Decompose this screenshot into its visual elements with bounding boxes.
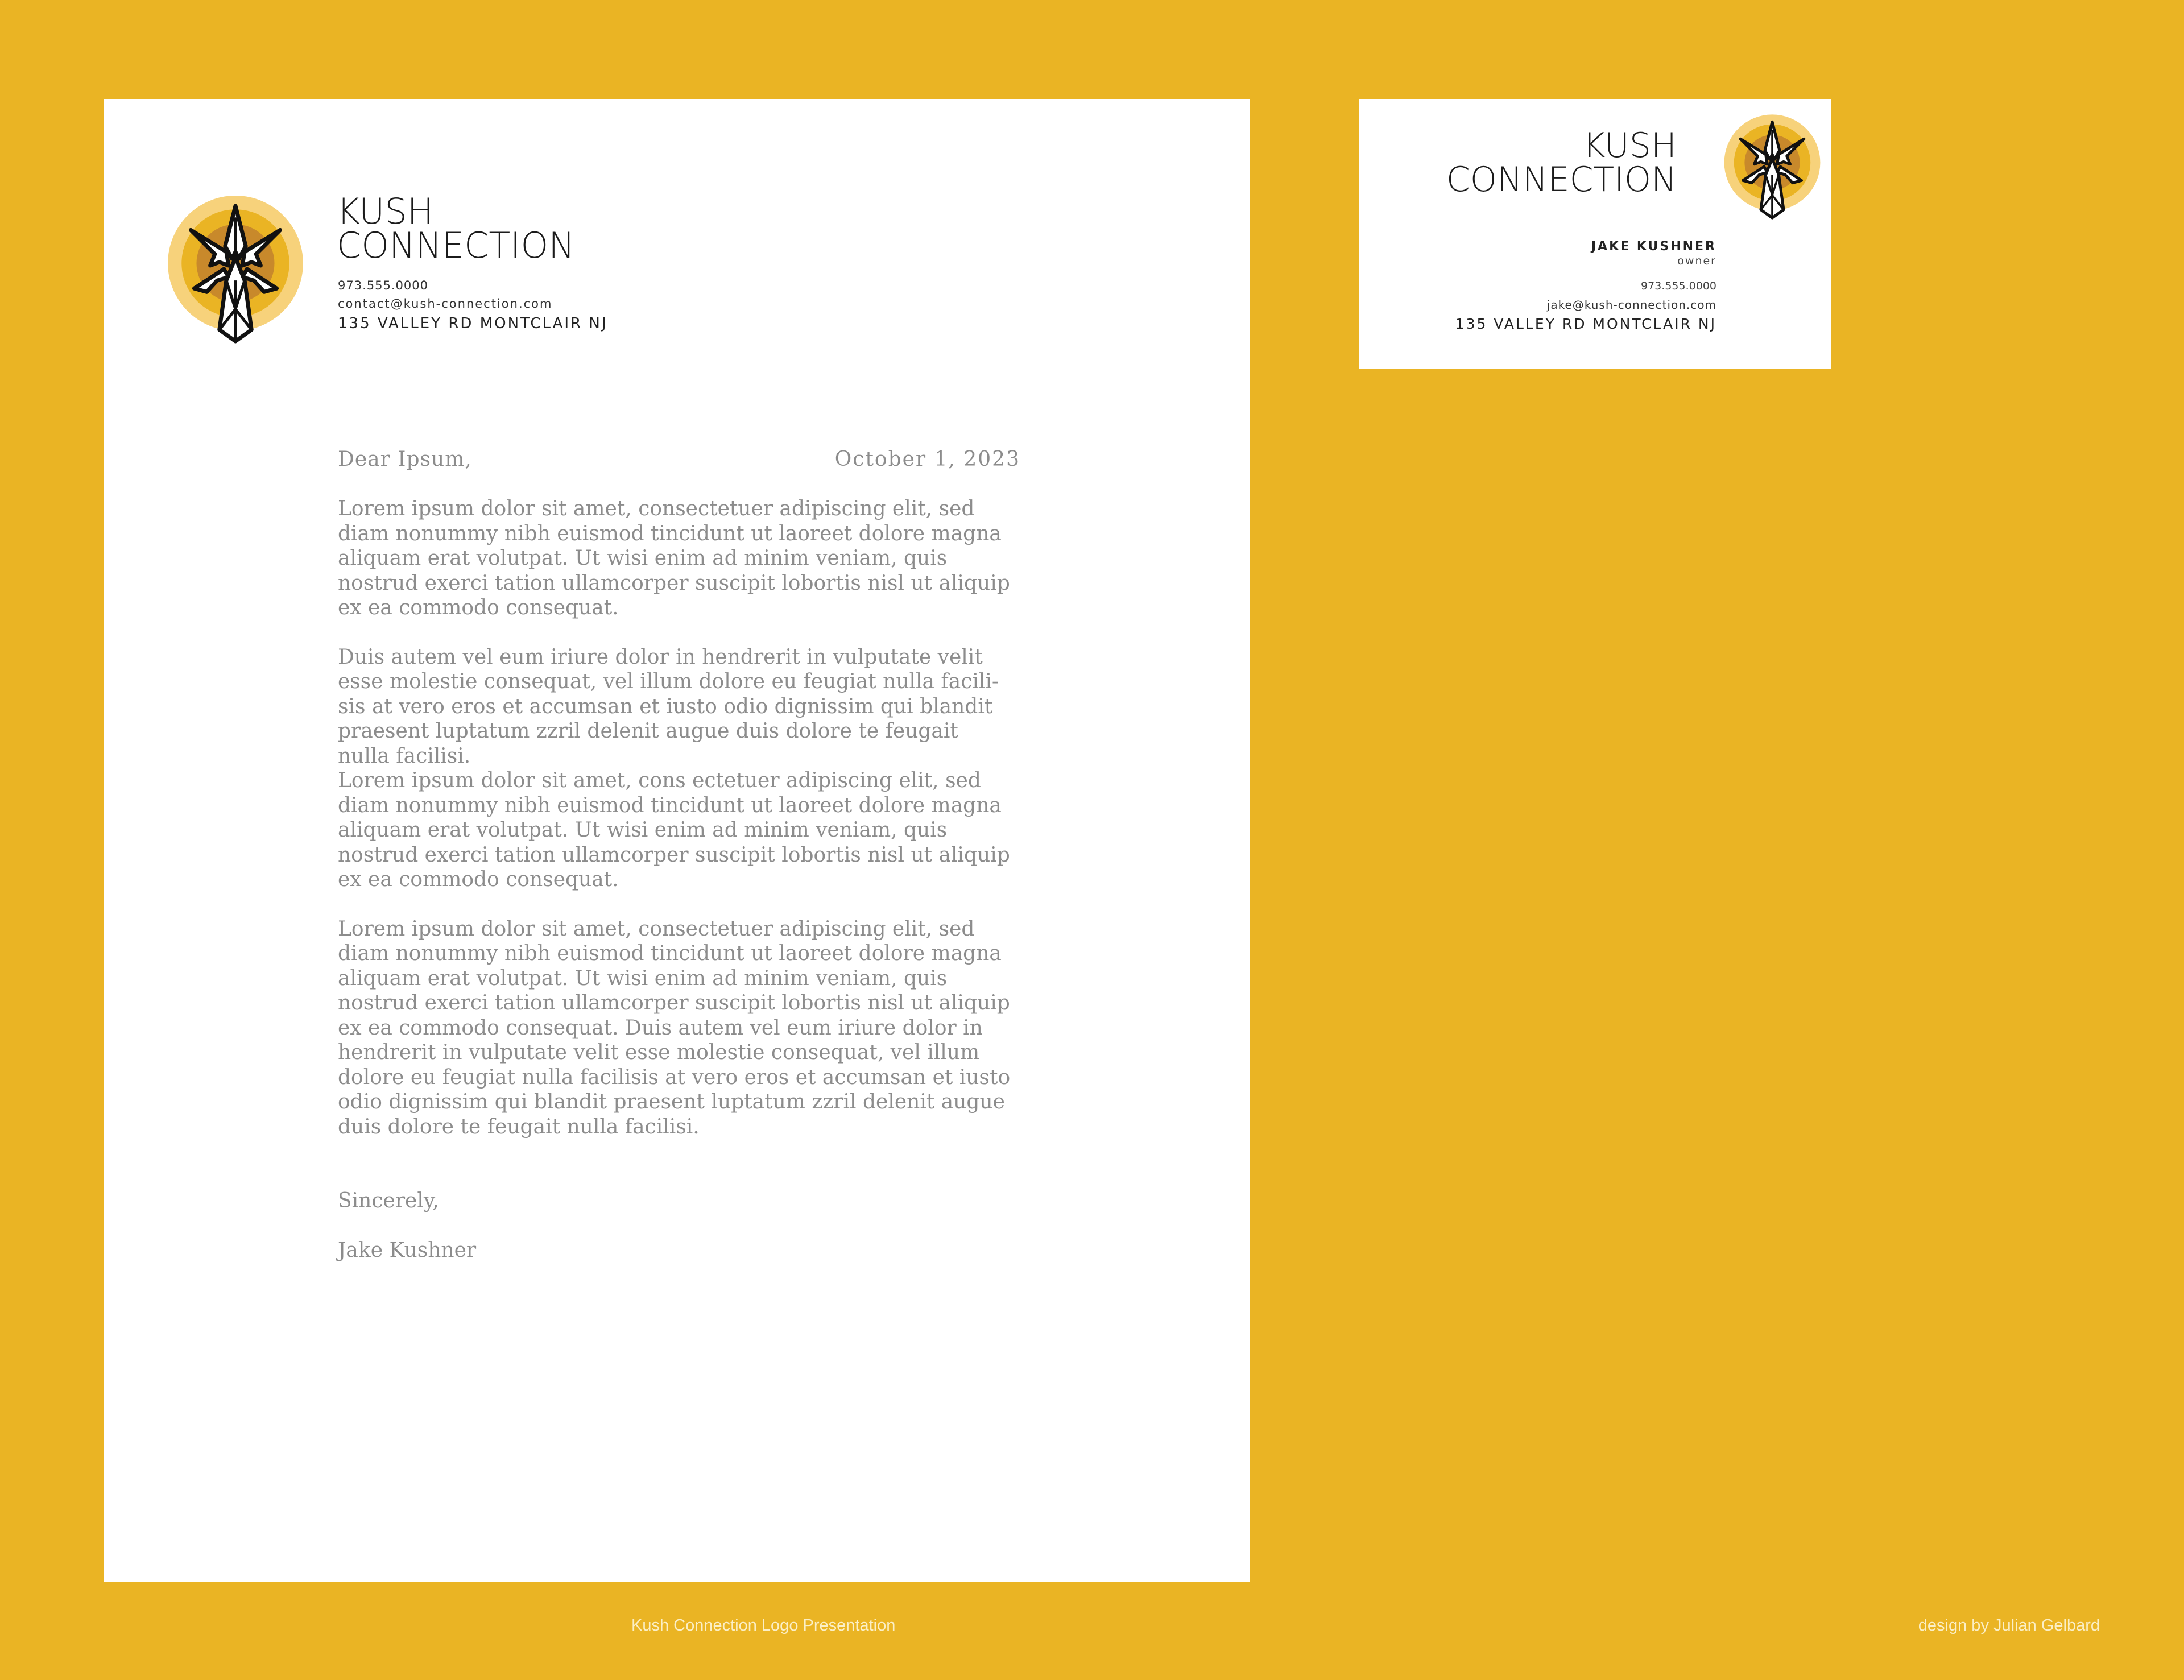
- letterhead-email: contact@kush-connection.com: [338, 297, 553, 311]
- letter-paragraph-4: Lorem ipsum dolor sit amet, consectetuer adipiscing elit, sed diam nonummy nibh euismod tincidunt ut laoreet dolore magna aliquam erat volutpat. Ut wisi enim ad minim veniam, quis nostrud exerci tation ullamcorper suscipit lobortis nisl ut aliquip ex ea commodo consequat. Duis autem vel eum iriure dolor in hendrerit in vulputate velit esse molestie consequat, vel illum dolore eu feugiat nulla facilisis at vero eros et accumsan et iusto odio dignissim qui blandit praesent luptatum zzril delenit augue duis dolore te feugait nulla facilisi.: [338, 917, 1011, 1139]
- brand-wordmark: [337, 191, 575, 266]
- card-address: 135 VALLEY RD MONTCLAIR NJ: [1455, 316, 1716, 332]
- business-card: [1359, 99, 1831, 369]
- letter-paragraph-3: Lorem ipsum dolor sit amet, cons ectetuer adipiscing elit, sed diam nonummy nibh euismod tincidunt ut laoreet dolore magna aliquam erat volutpat. Ut wisi enim ad minim veniam, quis nostrud exerci tation ullamcorper suscipit lobortis nisl ut aliquip ex ea commodo consequat.: [338, 769, 1010, 891]
- card-role: owner: [1677, 255, 1716, 267]
- letter-paragraph-1: Lorem ipsum dolor sit amet, consectetuer adipiscing elit, sed diam nonummy nibh euismod tincidunt ut laoreet dolore magna aliquam erat volutpat. Ut wisi enim ad minim veniam, quis nostrud exerci tation ullamcorper suscipit lobortis nisl ut aliquip ex ea commodo consequat.: [338, 497, 1010, 619]
- letter-body: [338, 447, 1020, 1263]
- card-brand-wordmark: [1446, 126, 1677, 200]
- card-name: JAKE KUSHNER: [1591, 239, 1716, 254]
- brand-line-1: KUSH: [337, 191, 434, 232]
- card-email: jake@kush-connection.com: [1546, 298, 1716, 312]
- card-brand-line-1: KUSH: [1583, 126, 1677, 165]
- card-brand-line-2: CONNECTION: [1446, 160, 1677, 200]
- letterhead-sheet: [104, 99, 1250, 1582]
- footer-credit: design by Julian Gelbard: [1918, 1616, 2100, 1635]
- letter-date: October 1, 2023: [834, 448, 1020, 471]
- letter-signature: Jake Kushner: [338, 1238, 477, 1262]
- cannabis-leaf-icon: [167, 195, 304, 344]
- letter-paragraph-2: Duis autem vel eum iriure dolor in hendrerit in vulputate velit esse molestie consequat, vel illum dolore eu feugiat nulla facili- sis at vero eros et accumsan et iusto odio dignissim qui blandit praesent luptatum zzril delenit augue duis dolore te feugait nulla facilisi.: [338, 645, 999, 768]
- letterhead-contact: [338, 276, 608, 334]
- letter-salutation: Dear Ipsum,: [338, 448, 472, 471]
- card-cannabis-leaf-icon: [1723, 114, 1821, 220]
- footer-caption: Kush Connection Logo Presentation: [631, 1616, 896, 1635]
- card-phone: 973.555.0000: [1641, 280, 1716, 292]
- brand-line-2: CONNECTION: [337, 225, 575, 266]
- letter-closing: Sincerely,: [338, 1189, 439, 1213]
- letter-header: [338, 447, 1020, 471]
- card-info: [1455, 239, 1716, 334]
- letterhead-phone: 973.555.0000: [338, 279, 428, 292]
- letterhead-address: 135 VALLEY RD MONTCLAIR NJ: [338, 315, 608, 332]
